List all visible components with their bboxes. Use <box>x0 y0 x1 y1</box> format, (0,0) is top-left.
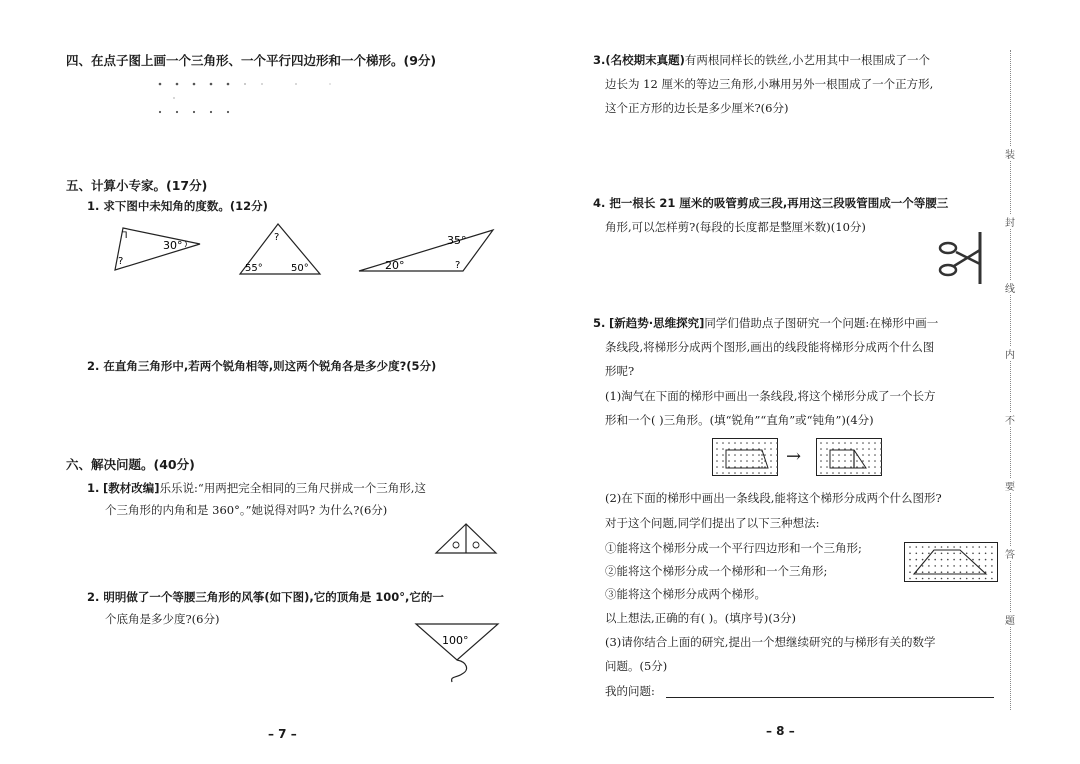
grid-dot <box>764 448 766 450</box>
grid-dot <box>909 571 911 573</box>
side-char-6: 要 <box>1003 478 1017 493</box>
grid-dot <box>941 553 943 555</box>
grid-dot <box>874 472 876 474</box>
arrow-icon: → <box>786 446 802 467</box>
triangle-3-figure <box>355 226 495 276</box>
page-number-7: – 7 – <box>268 727 297 741</box>
question-6-2-line2: 个底角是多少度?(6分) <box>105 612 220 626</box>
grid-dot <box>838 460 840 462</box>
grid-dot <box>966 559 968 561</box>
kite-vertex-angle: 100° <box>442 634 469 647</box>
question-5-line1: 5. [新趋势·思维探究]同学们借助点子图研究一个问题:在梯形中画一 <box>593 316 939 330</box>
grid-dot <box>934 578 936 580</box>
grid-dot <box>850 472 852 474</box>
grid-dot <box>722 460 724 462</box>
grid-dot <box>953 565 955 567</box>
grid-dot <box>764 454 766 456</box>
grid-dot <box>862 454 864 456</box>
grid-dot <box>728 472 730 474</box>
idea-2: ②能将这个梯形分成一个梯形和一个三角形; <box>605 564 828 578</box>
section-5-title: 五、计算小专家。(17分) <box>66 178 208 193</box>
grid-dot <box>979 565 981 567</box>
grid-dot <box>916 565 918 567</box>
grid-dot <box>820 472 822 474</box>
grid-dot <box>874 448 876 450</box>
question-4-line2: 角形,可以怎样剪?(每段的长度都是整厘米数)(10分) <box>605 220 866 234</box>
question-5-2: 2. 在直角三角形中,若两个锐角相等,则这两个锐角各是多少度?(5分) <box>87 359 437 373</box>
grid-dot <box>947 553 949 555</box>
section-4-title: 四、在点子图上画一个三角形、一个平行四边形和一个梯形。(9分) <box>66 53 437 68</box>
grid-dot <box>909 578 911 580</box>
grid-dot <box>740 460 742 462</box>
grid-dot <box>776 466 778 468</box>
grid-dot <box>922 565 924 567</box>
grid-dot <box>934 559 936 561</box>
grid-dot <box>979 546 981 548</box>
page-number-8: – 8 – <box>766 724 795 738</box>
grid-dot <box>991 571 993 573</box>
side-char-3: 线 <box>1003 280 1017 295</box>
grid-dot <box>972 559 974 561</box>
grid-dot <box>966 565 968 567</box>
side-char-4: 内 <box>1003 346 1017 361</box>
side-char-8: 题 <box>1003 612 1017 627</box>
grid-dot <box>947 565 949 567</box>
grid-dot <box>770 472 772 474</box>
grid-dot <box>820 442 822 444</box>
grid-dot <box>916 578 918 580</box>
question-5-part1-line1: (1)淘气在下面的梯形中画出一条线段,将这个梯形分成了一个长方 <box>605 389 936 403</box>
grid-dot <box>868 454 870 456</box>
grid-dot <box>728 454 730 456</box>
grid-dot <box>880 442 882 444</box>
question-5-part3-line1: (3)请你结合上面的研究,提出一个想继续研究的与梯形有关的数学 <box>605 635 936 649</box>
grid-dot <box>746 454 748 456</box>
grid-dot <box>826 472 828 474</box>
kite-figure <box>412 618 504 684</box>
grid-dot <box>826 442 828 444</box>
tri1-angle-b: ? <box>118 256 124 267</box>
grid-dot <box>728 442 730 444</box>
grid-dot <box>758 454 760 456</box>
grid-dot <box>862 448 864 450</box>
grid-dot <box>764 442 766 444</box>
grid-dot <box>740 472 742 474</box>
grid-dot <box>880 454 882 456</box>
grid-dot <box>844 460 846 462</box>
grid-dot <box>838 442 840 444</box>
grid-dot <box>880 460 882 462</box>
grid-dot <box>953 571 955 573</box>
grid-dot <box>972 553 974 555</box>
grid-dot <box>966 571 968 573</box>
grid-dot <box>752 454 754 456</box>
grid-dot <box>934 546 936 548</box>
grid-dot <box>985 565 987 567</box>
grid-dot <box>770 466 772 468</box>
grid-dot <box>880 448 882 450</box>
question-5-part2-line1: (2)在下面的梯形中画出一条线段,能将这个梯形分成两个什么图形? <box>605 491 942 505</box>
grid-dot <box>832 460 834 462</box>
grid-dot <box>934 571 936 573</box>
grid-dot <box>838 454 840 456</box>
grid-dot <box>734 460 736 462</box>
grid-dot <box>776 448 778 450</box>
grid-dot <box>770 442 772 444</box>
tri2-angle-right: 50° <box>291 263 309 274</box>
question-6-1-line1: 1. [教材改编]乐乐说:“用两把完全相同的三角尺拼成一个三角形,这 <box>87 481 426 495</box>
grid-dot <box>874 460 876 462</box>
question-3-line3: 这个正方形的边长是多少厘米?(6分) <box>605 101 789 115</box>
trapezoid-dot-grid-left <box>712 438 778 476</box>
grid-dot <box>928 546 930 548</box>
grid-dot <box>960 578 962 580</box>
grid-dot <box>947 559 949 561</box>
grid-dot <box>941 565 943 567</box>
question-5-part2-line2: 对于这个问题,同学们提出了以下三种想法: <box>605 516 820 530</box>
tri3-angle-left: 20° <box>385 259 405 272</box>
grid-dot <box>916 559 918 561</box>
grid-dot <box>991 565 993 567</box>
grid-dot <box>716 466 718 468</box>
grid-dot <box>862 442 864 444</box>
grid-dot <box>874 454 876 456</box>
grid-dot <box>838 472 840 474</box>
grid-dot <box>770 460 772 462</box>
grid-dot <box>820 460 822 462</box>
grid-dot <box>972 571 974 573</box>
question-6-1-line2: 个三角形的内角和是 360°。”她说得对吗? 为什么?(6分) <box>105 503 388 517</box>
grid-dot <box>985 578 987 580</box>
grid-dot <box>909 559 911 561</box>
section-6-title: 六、解决问题。(40分) <box>66 457 195 472</box>
side-char-5: 不 <box>1003 412 1017 427</box>
grid-dot <box>856 448 858 450</box>
idea-3: ③能将这个梯形分成两个梯形。 <box>605 587 766 601</box>
grid-dot <box>953 559 955 561</box>
grid-dot <box>826 466 828 468</box>
grid-dot <box>972 578 974 580</box>
grid-dot <box>758 472 760 474</box>
grid-dot <box>722 454 724 456</box>
grid-dot <box>991 546 993 548</box>
question-5-part3-line2: 问题。(5分) <box>605 659 668 673</box>
grid-dot <box>922 553 924 555</box>
grid-dot <box>728 460 730 462</box>
trapezoid-dot-grid-answer <box>904 542 998 582</box>
idea-1: ①能将这个梯形分成一个平行四边形和一个三角形; <box>605 541 862 555</box>
grid-dot <box>922 571 924 573</box>
grid-dot <box>941 578 943 580</box>
grid-dot <box>880 472 882 474</box>
grid-dot <box>928 571 930 573</box>
grid-dot <box>985 559 987 561</box>
grid-dot <box>922 559 924 561</box>
grid-dot <box>991 553 993 555</box>
grid-dot <box>880 466 882 468</box>
trapezoid-dot-grid-right <box>816 438 882 476</box>
grid-dot <box>868 448 870 450</box>
side-char-2: 封 <box>1003 214 1017 229</box>
grid-dot <box>752 442 754 444</box>
grid-dot <box>820 454 822 456</box>
grid-dot <box>941 559 943 561</box>
grid-dot <box>979 553 981 555</box>
two-set-squares-figure <box>434 520 498 556</box>
grid-dot <box>746 460 748 462</box>
grid-dot <box>960 546 962 548</box>
side-char-1: 装 <box>1003 146 1017 161</box>
grid-dot <box>850 454 852 456</box>
grid-dot <box>922 546 924 548</box>
grid-dot <box>941 571 943 573</box>
grid-dot <box>746 472 748 474</box>
grid-dot <box>722 448 724 450</box>
grid-dot <box>966 578 968 580</box>
grid-dot <box>770 448 772 450</box>
grid-dot <box>868 442 870 444</box>
grid-dot <box>758 442 760 444</box>
grid-dot <box>991 559 993 561</box>
question-5-line3: 形呢? <box>605 364 635 378</box>
grid-dot <box>868 472 870 474</box>
question-5-part1-line2: 形和一个( )三角形。(填“锐角”“直角”或“钝角”)(4分) <box>605 413 874 427</box>
grid-dot <box>722 466 724 468</box>
grid-dot <box>941 546 943 548</box>
grid-dot <box>832 454 834 456</box>
tri3-angle-right: ? <box>455 260 461 271</box>
grid-dot <box>928 565 930 567</box>
grid-dot <box>856 472 858 474</box>
grid-dot <box>856 442 858 444</box>
grid-dot <box>960 559 962 561</box>
grid-dot <box>868 466 870 468</box>
grid-dot <box>844 442 846 444</box>
grid-dot <box>832 472 834 474</box>
grid-dot <box>776 454 778 456</box>
tri2-angle-top: ? <box>274 232 280 243</box>
grid-dot <box>862 460 864 462</box>
grid-dot <box>909 565 911 567</box>
question-4-line1: 4. 把一根长 21 厘米的吸管剪成三段,再用这三段吸管围成一个等腰三 <box>593 196 949 210</box>
side-char-7: 答 <box>1003 546 1017 561</box>
scissors-icon <box>934 230 994 286</box>
dot-grid-partial <box>150 78 350 122</box>
grid-dot <box>947 546 949 548</box>
grid-dot <box>734 472 736 474</box>
grid-dot <box>826 454 828 456</box>
question-5-1: 1. 求下图中未知角的度数。(12分) <box>87 199 268 213</box>
grid-dot <box>716 448 718 450</box>
question-3-line2: 边长为 12 厘米的等边三角形,小琳用另外一根围成了一个正方形, <box>605 77 934 91</box>
grid-dot <box>947 571 949 573</box>
grid-dot <box>734 454 736 456</box>
grid-dot <box>953 553 955 555</box>
grid-dot <box>752 472 754 474</box>
grid-dot <box>722 442 724 444</box>
grid-dot <box>856 460 858 462</box>
grid-dot <box>947 578 949 580</box>
my-question-answer-line[interactable] <box>666 697 994 698</box>
grid-dot <box>716 454 718 456</box>
grid-dot <box>985 546 987 548</box>
grid-dot <box>820 448 822 450</box>
question-6-2-line1: 2. 明明做了一个等腰三角形的风筝(如下图),它的顶角是 100°,它的一 <box>87 590 444 604</box>
grid-dot <box>722 472 724 474</box>
grid-dot <box>868 460 870 462</box>
grid-dot <box>960 565 962 567</box>
grid-dot <box>770 454 772 456</box>
grid-dot <box>776 460 778 462</box>
grid-dot <box>972 565 974 567</box>
grid-dot <box>764 472 766 474</box>
grid-dot <box>752 460 754 462</box>
grid-dot <box>850 460 852 462</box>
svg-text:ᒣ: ᒣ <box>122 231 128 241</box>
grid-dot <box>740 442 742 444</box>
grid-dot <box>934 553 936 555</box>
question-5-part2-answer: 以上想法,正确的有( )。(填序号)(3分) <box>605 611 797 625</box>
grid-dot <box>916 553 918 555</box>
tri3-angle-top: 35° <box>447 234 467 247</box>
grid-dot <box>874 466 876 468</box>
grid-dot <box>928 559 930 561</box>
tri2-angle-left: 55° <box>245 263 263 274</box>
grid-dot <box>776 472 778 474</box>
question-5-line2: 条线段,将梯形分成两个图形,画出的线段能将梯形分成两个什么图 <box>605 340 935 354</box>
grid-dot <box>966 546 968 548</box>
grid-dot <box>862 472 864 474</box>
grid-dot <box>985 553 987 555</box>
grid-dot <box>746 442 748 444</box>
grid-dot <box>979 578 981 580</box>
grid-dot <box>850 442 852 444</box>
grid-dot <box>776 442 778 444</box>
grid-dot <box>716 472 718 474</box>
grid-dot <box>734 442 736 444</box>
grid-dot <box>716 460 718 462</box>
grid-dot <box>928 553 930 555</box>
grid-dot <box>758 460 760 462</box>
grid-dot <box>740 454 742 456</box>
grid-dot <box>716 442 718 444</box>
grid-dot <box>844 472 846 474</box>
grid-dot <box>874 442 876 444</box>
grid-dot <box>972 546 974 548</box>
tri1-angle-a: 30° <box>163 239 183 252</box>
grid-dot <box>953 578 955 580</box>
grid-dot <box>826 448 828 450</box>
grid-dot <box>844 454 846 456</box>
grid-dot <box>922 578 924 580</box>
grid-dot <box>909 546 911 548</box>
grid-dot <box>979 559 981 561</box>
grid-dot <box>960 553 962 555</box>
grid-dot <box>928 578 930 580</box>
triangle-1-figure <box>105 222 205 274</box>
grid-dot <box>826 460 828 462</box>
grid-dot <box>916 546 918 548</box>
grid-dot <box>966 553 968 555</box>
grid-dot <box>934 565 936 567</box>
grid-dot <box>960 571 962 573</box>
grid-dot <box>909 553 911 555</box>
grid-dot <box>991 578 993 580</box>
my-question-label: 我的问题: <box>605 684 655 698</box>
grid-dot <box>979 571 981 573</box>
grid-dot <box>820 466 822 468</box>
grid-dot <box>953 546 955 548</box>
triangle-2-figure <box>236 220 326 278</box>
grid-dot <box>832 442 834 444</box>
question-3-line1: 3.(名校期末真题)有两根同样长的铁丝,小艺用其中一根围成了一个 <box>593 53 931 67</box>
